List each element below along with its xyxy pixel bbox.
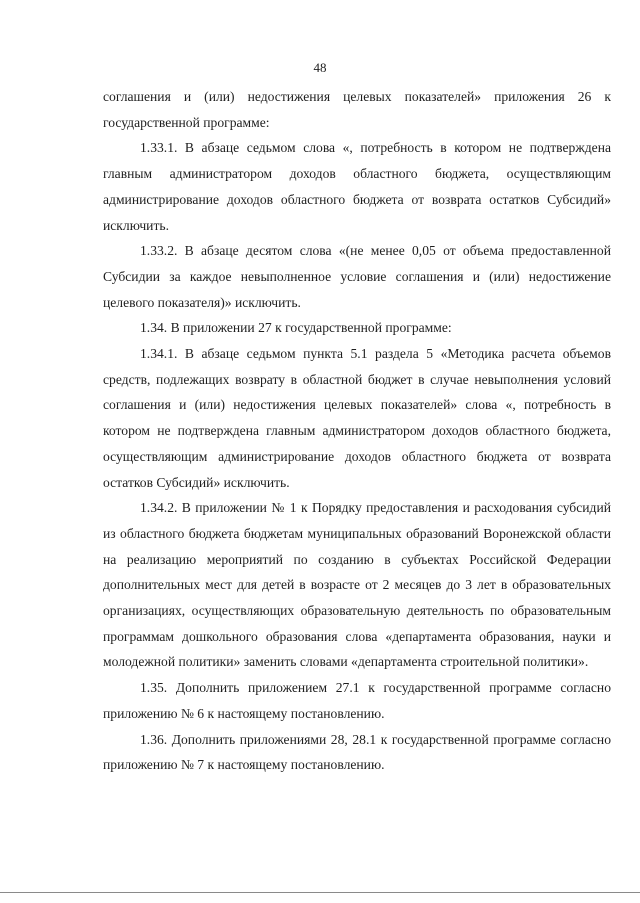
page-number: 48 [313, 60, 327, 75]
paragraph-1-33-2: 1.33.2. В абзаце десятом слова «(не менее 0,05 от объема предоставленной Субсидии за каждое невыполненное условие соглашения и (или) недостижение целевого показателя)» исключить. [103, 243, 611, 310]
paragraph-1-36: 1.36. Дополнить приложениями 28, 28.1 к государственной программе согласно приложению № 7 к настоящему постановлению. [103, 731, 611, 773]
paragraph-1-34-1: 1.34.1. В абзаце седьмом пункта 5.1 раздела 5 «Методика расчета объемов средств, подлежащих возврату в областной бюджет в случае невыполнения условий соглашения и (или) недостижения целевых показателей» слова «, потребность в котором не подтверждена главным администратором доходов областного бюджета, осуществляющим администрирование доходов областного бюджета от возврата остатков Субсидий» исключить. [103, 346, 611, 490]
paragraph-1-35: 1.35. Дополнить приложением 27.1 к государственной программе согласно приложению № 6 к настоящему постановлению. [103, 680, 611, 721]
bottom-border-line [0, 892, 640, 893]
paragraph-continuation: соглашения и (или) недостижения целевых показателей» приложения 26 к государственной программе: [103, 89, 611, 130]
paragraph-1-34: 1.34. В приложении 27 к государственной программе: [140, 320, 452, 336]
paragraph-1-33-1: 1.33.1. В абзаце седьмом слова «, потребность в котором не подтверждена главным администратором доходов областного бюджета, осуществляющим администрирование доходов областного бюджета от возврата остатков Субсидий» исключить. [103, 140, 611, 233]
document-body [103, 84, 611, 778]
paragraph-1-34-2: 1.34.2. В приложении № 1 к Порядку предоставления и расходования субсидий из областного бюджета бюджетам муниципальных образований Воронежской области на реализацию мероприятий по созданию в субъектах Российской Федерации дополнительных мест для детей в возрасте от 2 месяцев до 3 лет в образовательных организациях, осуществляющих образовательную деятельность по образовательным программам дошкольного образования слова «департамента образования, науки и молодежной политики» заменить словами «департамента строительной политики». [103, 500, 611, 670]
